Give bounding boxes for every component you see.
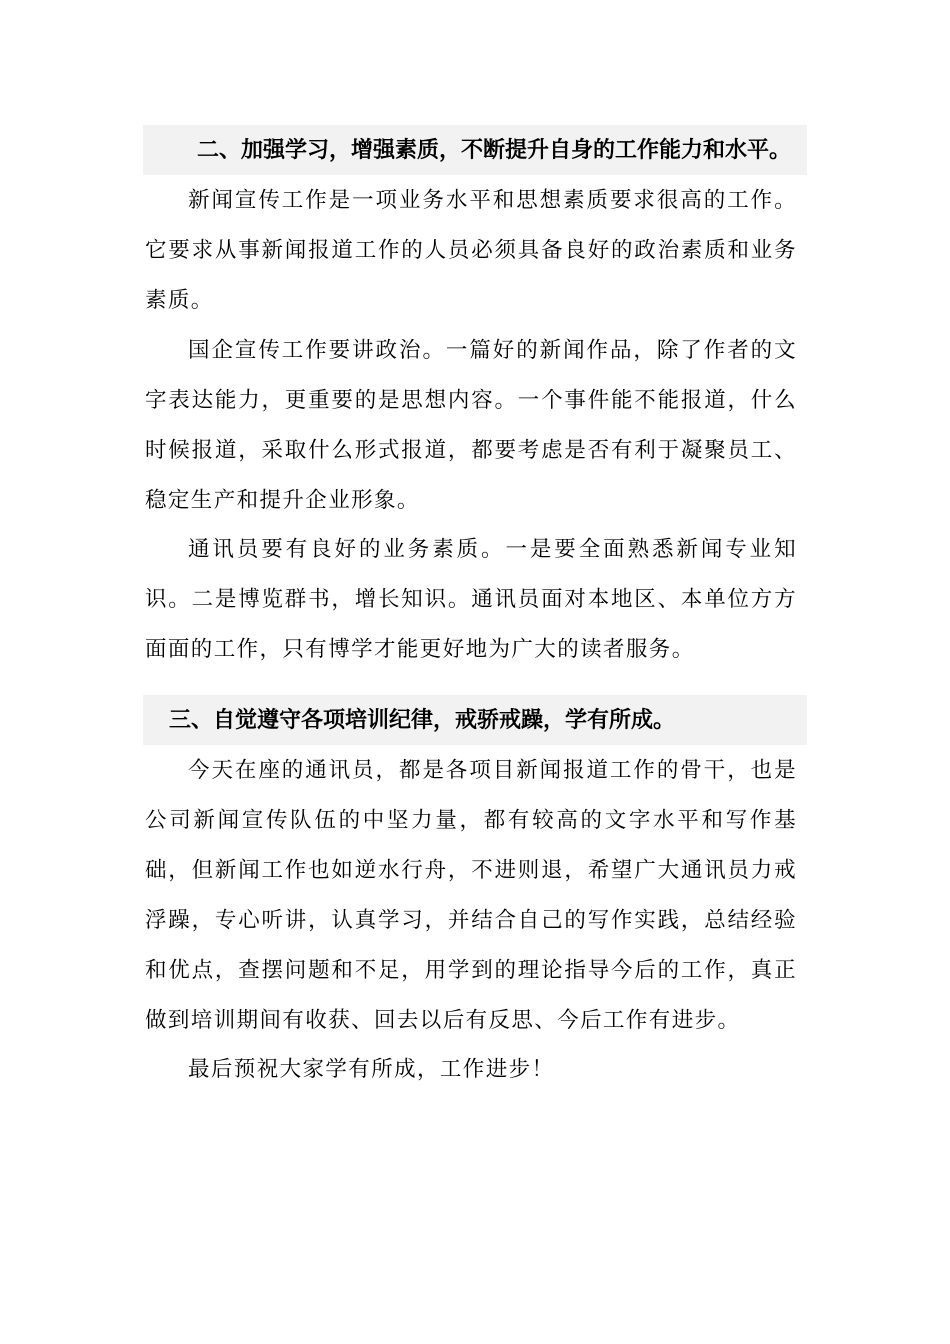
- section-heading-2: 二、加强学习，增强素质，不断提升自身的工作能力和水平。: [143, 125, 807, 175]
- paragraph-closing-wishes: 最后预祝大家学有所成，工作进步！: [188, 1057, 555, 1082]
- paragraph-news-work-requirements: 新闻宣传工作是一项业务水平和思想素质要求很高的工作。它要求从事新闻报道工作的人员必须具备良好的政治素质和业务素质。: [145, 188, 797, 313]
- paragraph-business-quality: 通讯员要有良好的业务素质。一是要全面熟悉新闻专业知识。二是博览群书，增长知识。通讯员面对本地区、本单位方方面面的工作，只有博学才能更好地为广大的读者服务。: [145, 537, 797, 662]
- section-heading-3: 三、自觉遵守各项培训纪律，戒骄戒躁，学有所成。: [143, 695, 807, 745]
- paragraph-politics: 国企宣传工作要讲政治。一篇好的新闻作品，除了作者的文字表达能力，更重要的是思想内容。一个事件能不能报道，什么时候报道，采取什么形式报道，都要考虑是否有利于凝聚员工、稳定生产和提升企业形象。: [145, 338, 797, 513]
- paragraph-correspondents: 今天在座的通讯员，都是各项目新闻报道工作的骨干，也是公司新闻宣传队伍的中坚力量，都有较高的文字水平和写作基础，但新闻工作也如逆水行舟，不进则退，希望广大通讯员力戒浮躁，专心听讲，认真学习，并结合自己的写作实践，总结经验和优点，查摆问题和不足，用学到的理论指导今后的工作，真正做到培训期间有收获、回去以后有反思、今后工作有进步。: [145, 758, 797, 1033]
